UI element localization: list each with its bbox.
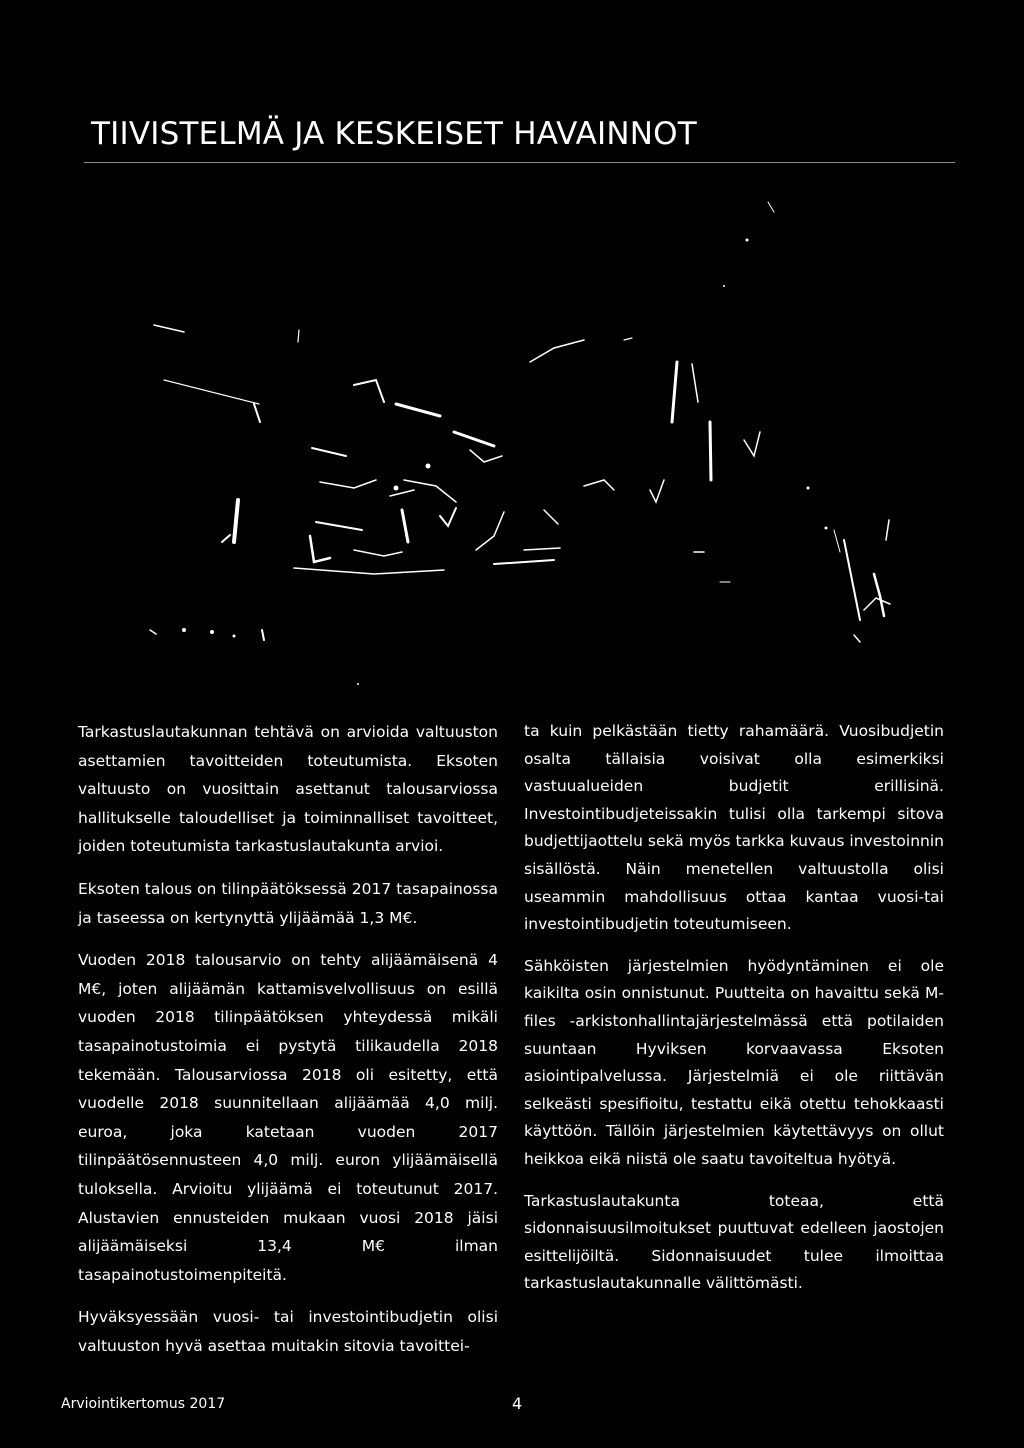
footer-document-title: Arviointikertomus 2017 xyxy=(61,1396,226,1412)
paragraph: Sähköisten järjestelmien hyödyntäminen ei ole kaikilta osin onnistunut. Puutteita on havaittu sekä M-files -arkistonhallintajärjestelmässä että potilaiden suuntaan Hyviksen korvaavassa Eksoten asiointipalvelussa. Järjestelmiä ei ole riittävän selkeästi spesifioitu, testattu eikä otettu tehokkaasti käyttöön. Tällöin järjestelmien käytettävyys on ollut heikkoa eikä niistä ole saatu tavoiteltua hyötyä. xyxy=(524,956,944,1168)
paragraph: Tarkastuslautakunnan tehtävä on arvioida valtuuston asettamien tavoitteiden toteutumista. Eksoten valtuusto on vuosittain asettanut talousarviossa hallitukselle taloudelliset ja toiminnalliset tavoitteet, joiden toteutumista tarkastuslautakunta arvioi. xyxy=(78,723,498,856)
title-divider xyxy=(84,162,955,163)
left-column xyxy=(78,718,498,1378)
right-column xyxy=(524,718,944,1316)
page-title: TIIVISTELMÄ JA KESKEISET HAVAINNOT xyxy=(91,116,697,152)
paragraph: Hyväksyessään vuosi- tai investointibudjetin olisi valtuuston hyvä asettaa muitakin sitovia tavoittei- xyxy=(78,1308,498,1355)
paragraph: Vuoden 2018 talousarvio on tehty alijäämäisenä 4 M€, joten alijäämän kattamisvelvollisuus on esillä vuoden 2018 tilinpäätöksen yhteydessä mikäli tasapainotustoimia ei pystytä tilikaudella 2018 tekemään. Talousarviossa 2018 oli esitetty, että vuodelle 2018 suunnitellaan alijäämää 4,0 milj. euroa, joka katetaan vuoden 2017 tilinpäätösennusteen 4,0 milj. euron ylijäämäisellä tuloksella. Arvioitu ylijäämä ei toteutunut 2017. Alustavien ennusteiden mukaan vuosi 2018 jäisi alijäämäiseksi 13,4 M€ ilman tasapainotustoimenpiteitä. xyxy=(78,951,498,1284)
paragraph: Tarkastuslautakunta toteaa, että sidonnaisuusilmoitukset puuttuvat edelleen jaostojen esittelijöiltä. Sidonnaisuudet tulee ilmoittaa tarkastuslautakunnalle välittömästi. xyxy=(524,1191,944,1293)
paragraph: ta kuin pelkästään tietty rahamäärä. Vuosibudjetin osalta tällaisia voisivat olla esimerkiksi vastuualueiden budjetit erillisinä. Investointibudjeteissakin tulisi olla tarkempi sitova budjettijaottelu sekä myös tarkka kuvaus investoinnin sisällöstä. Näin menetellen valtuustolla olisi useammin mahdollisuus ottaa kantaa vuosi-tai investointibudjetin toteutumiseen. xyxy=(524,722,944,934)
dark-photograph xyxy=(84,190,955,690)
paragraph: Eksoten talous on tilinpäätöksessä 2017 tasapainossa ja taseessa on kertynyttä ylijäämää 1,3 M€. xyxy=(78,879,498,927)
page-number: 4 xyxy=(512,1394,523,1413)
